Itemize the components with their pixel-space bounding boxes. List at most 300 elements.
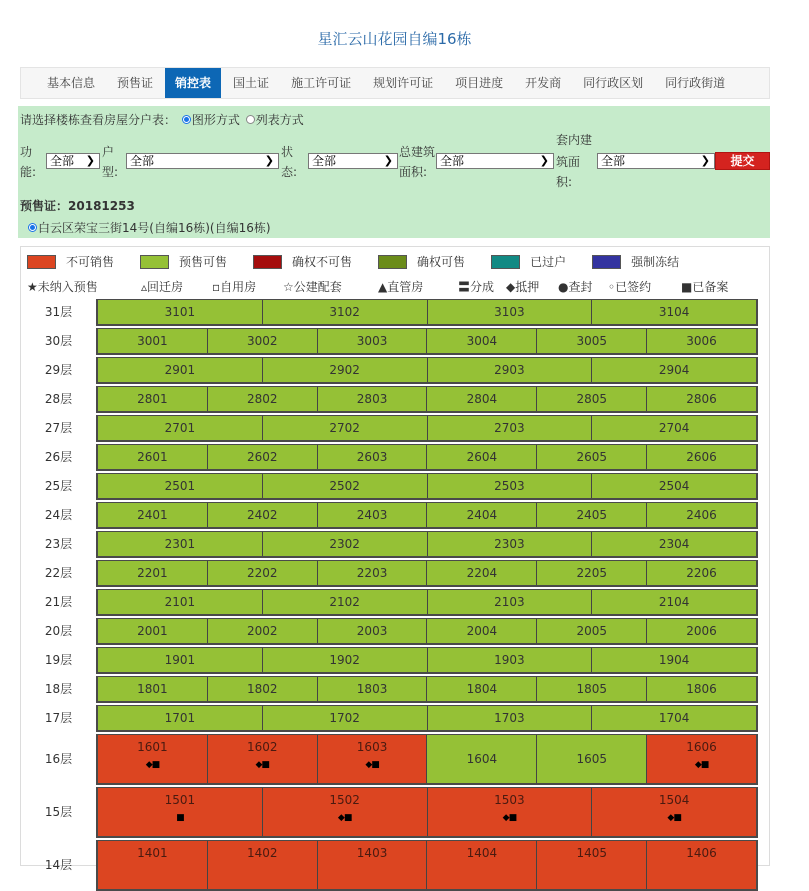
- floor-units: [96, 328, 758, 355]
- unit-number: 2502: [329, 479, 360, 493]
- unit-number: 2903: [494, 363, 525, 377]
- unit-number: 2401: [137, 508, 168, 522]
- unit-number: 1604: [466, 752, 498, 766]
- unit-number: 2805: [576, 392, 607, 406]
- unit-cell[interactable]: [428, 474, 593, 498]
- tab-planning-permit[interactable]: 规划许可证: [373, 76, 434, 90]
- tab-basic-info[interactable]: 基本信息: [47, 76, 96, 90]
- unit-number: 1601: [137, 740, 168, 754]
- unit-cell[interactable]: [537, 329, 647, 353]
- status-select[interactable]: [308, 153, 398, 169]
- unit-number: 1702: [329, 711, 360, 725]
- floor-label: 16层: [44, 752, 73, 766]
- unit-cell[interactable]: [537, 841, 647, 889]
- marks-legend: [27, 278, 728, 295]
- unit-cell[interactable]: [647, 677, 756, 701]
- unit-cell[interactable]: [318, 735, 428, 783]
- unit-cell[interactable]: [98, 677, 208, 701]
- legend-item: [27, 253, 140, 270]
- mark-self-use-house: ▫自用房: [212, 280, 257, 294]
- floor-label: 22层: [44, 566, 73, 580]
- unit-type-select[interactable]: [126, 153, 279, 169]
- nav-tabs: [20, 67, 770, 99]
- total-area-select-value: 全部: [440, 154, 465, 168]
- unit-cell[interactable]: [98, 648, 263, 672]
- building-option[interactable]: [26, 219, 271, 236]
- unit-number: 1802: [246, 682, 278, 696]
- presale-cert-label: 预售证：: [20, 199, 69, 213]
- legend-label: 预售可售: [179, 255, 228, 269]
- unit-cell[interactable]: [98, 561, 208, 585]
- unit-cell[interactable]: [592, 358, 756, 382]
- mark-direct-managed: ▲直管房: [378, 280, 424, 294]
- floor-units: [96, 618, 758, 645]
- unit-number: 2204: [466, 566, 498, 580]
- swatch-not-for-sale: [27, 255, 56, 269]
- unit-cell[interactable]: [537, 561, 647, 585]
- floor-label: 17层: [44, 711, 73, 725]
- unit-cell[interactable]: [537, 445, 647, 469]
- unit-marks: ◆■: [337, 813, 352, 823]
- unit-number: 3006: [686, 334, 717, 348]
- unit-cell[interactable]: [208, 841, 318, 889]
- unit-marks: ■: [176, 813, 184, 823]
- unit-cell[interactable]: [208, 677, 318, 701]
- unit-cell[interactable]: [263, 474, 428, 498]
- unit-number: 1404: [466, 846, 498, 860]
- unit-number: 1606: [686, 740, 717, 754]
- unit-cell[interactable]: [592, 590, 756, 614]
- floor-label: 15层: [44, 805, 73, 819]
- unit-cell[interactable]: [98, 735, 208, 783]
- unit-cell[interactable]: [208, 561, 318, 585]
- unit-cell[interactable]: [318, 561, 428, 585]
- chevron-down-icon: ❯: [383, 154, 393, 167]
- unit-cell[interactable]: [263, 590, 428, 614]
- unit-number: 2005: [576, 624, 607, 638]
- unit-number: 2601: [137, 450, 168, 464]
- unit-cell[interactable]: [98, 300, 263, 324]
- unit-cell[interactable]: [98, 841, 208, 889]
- building-option-label[interactable]: 白云区荣宝三街14号(自编16栋)(自编16栋): [38, 221, 271, 235]
- unit-number: 1504: [658, 793, 690, 807]
- total-area-label-top: 总建筑: [399, 145, 436, 159]
- unit-number: 1603: [356, 740, 388, 754]
- floor-row: [21, 384, 761, 413]
- legend-label: 确权可售: [417, 255, 466, 269]
- unit-cell[interactable]: [427, 445, 537, 469]
- floor-units: [96, 444, 758, 471]
- floor-label: 18层: [44, 682, 73, 696]
- unit-cell[interactable]: [98, 329, 208, 353]
- unit-cell[interactable]: [263, 788, 428, 836]
- unit-cell[interactable]: [427, 329, 537, 353]
- unit-number: 1405: [576, 846, 607, 860]
- unit-grid: [21, 297, 761, 891]
- floor-row: [21, 645, 761, 674]
- unit-number: 2606: [686, 450, 717, 464]
- unit-cell[interactable]: [428, 358, 593, 382]
- unit-cell[interactable]: [592, 300, 756, 324]
- unit-cell[interactable]: [98, 416, 263, 440]
- unit-number: 2201: [137, 566, 168, 580]
- unit-number: 1903: [494, 653, 525, 667]
- unit-number: 2001: [137, 624, 168, 638]
- unit-marks: ◆■: [255, 760, 269, 770]
- floor-units: [96, 502, 758, 529]
- floor-row: [21, 500, 761, 529]
- unit-cell[interactable]: [428, 590, 593, 614]
- unit-cell[interactable]: [537, 735, 647, 783]
- floor-row: [21, 558, 761, 587]
- unit-number: 2503: [494, 479, 525, 493]
- view-mode-row: [20, 111, 304, 128]
- floor-units: [96, 299, 758, 326]
- unit-number: 2104: [658, 595, 690, 609]
- radio-list-mode[interactable]: [246, 115, 255, 124]
- mark-public-facility: ☆公建配套: [283, 280, 342, 294]
- floor-label: 27层: [44, 421, 73, 435]
- unit-cell[interactable]: [98, 619, 208, 643]
- unit-number: 1801: [137, 682, 168, 696]
- sales-control-panel: [20, 246, 770, 872]
- unit-cell[interactable]: [208, 445, 318, 469]
- unit-cell[interactable]: [427, 735, 537, 783]
- unit-number: 1501: [164, 793, 196, 807]
- unit-number: 1503: [494, 793, 525, 807]
- unit-cell[interactable]: [592, 532, 756, 556]
- tab-presale-cert[interactable]: 预售证: [117, 76, 154, 90]
- unit-cell[interactable]: [318, 619, 428, 643]
- unit-cell[interactable]: [208, 735, 318, 783]
- floor-row: [21, 703, 761, 732]
- floor-units: [96, 473, 758, 500]
- floor-row: [21, 616, 761, 645]
- unit-cell[interactable]: [318, 841, 428, 889]
- filter-panel: [18, 106, 770, 238]
- unit-cell[interactable]: [263, 706, 428, 730]
- unit-number: 1406: [686, 846, 717, 860]
- unit-number: 3104: [658, 305, 690, 319]
- legend-item: [253, 253, 378, 270]
- inner-area-select-value: 全部: [601, 154, 626, 168]
- legend-label: 确权不可售: [292, 255, 353, 269]
- unit-cell[interactable]: [428, 648, 593, 672]
- submit-button[interactable]: 提交: [715, 152, 770, 170]
- unit-number: 2303: [494, 537, 525, 551]
- unit-number: 2701: [164, 421, 196, 435]
- unit-number: 2702: [329, 421, 360, 435]
- unit-number: 2205: [576, 566, 607, 580]
- chevron-down-icon: ❯: [700, 154, 710, 167]
- floor-label: 19层: [44, 653, 73, 667]
- unit-number: 1904: [658, 653, 690, 667]
- unit-type-label-top: 户: [102, 145, 115, 159]
- unit-cell[interactable]: [427, 841, 537, 889]
- unit-number: 2902: [329, 363, 360, 377]
- unit-cell[interactable]: [428, 788, 593, 836]
- legend-item: [491, 253, 592, 270]
- swatch-confirmed-not-for-sale: [253, 255, 282, 269]
- floor-units: [96, 840, 758, 891]
- unit-number: 1804: [466, 682, 498, 696]
- unit-number: 2901: [164, 363, 196, 377]
- unit-number: 2704: [658, 421, 690, 435]
- unit-number: 3001: [137, 334, 168, 348]
- inner-area-label-top: 套内建: [556, 133, 593, 147]
- unit-number: 2802: [246, 392, 278, 406]
- tab-project-progress[interactable]: 项目进度: [455, 76, 504, 90]
- status-label-bottom: 态:: [281, 165, 298, 179]
- unit-cell[interactable]: [98, 358, 263, 382]
- unit-number: 2003: [356, 624, 388, 638]
- unit-cell[interactable]: [98, 503, 208, 527]
- unit-cell[interactable]: [592, 788, 756, 836]
- unit-number: 1703: [494, 711, 525, 725]
- unit-number: 3004: [466, 334, 498, 348]
- unit-number: 2402: [246, 508, 278, 522]
- tab-sales-control[interactable]: 销控表: [165, 68, 221, 98]
- function-label-top: 功: [20, 145, 33, 159]
- unit-cell[interactable]: [318, 445, 428, 469]
- floor-label: 29层: [44, 363, 73, 377]
- total-area-label-bottom: 面积:: [399, 165, 428, 179]
- unit-cell[interactable]: [647, 735, 756, 783]
- unit-cell[interactable]: [537, 503, 647, 527]
- unit-cell[interactable]: [263, 532, 428, 556]
- inner-area-select[interactable]: [597, 153, 715, 169]
- floor-label: 21层: [44, 595, 73, 609]
- unit-cell[interactable]: [428, 532, 593, 556]
- unit-number: 3102: [329, 305, 360, 319]
- unit-number: 2804: [466, 392, 498, 406]
- unit-number: 3003: [356, 334, 388, 348]
- unit-cell[interactable]: [263, 300, 428, 324]
- tab-same-street[interactable]: 同行政街道: [665, 76, 726, 90]
- unit-cell[interactable]: [98, 387, 208, 411]
- floor-units: [96, 705, 758, 732]
- radio-building[interactable]: [28, 223, 37, 232]
- unit-number: 1401: [137, 846, 168, 860]
- unit-cell[interactable]: [537, 619, 647, 643]
- mark-sealed: ●查封: [558, 280, 593, 294]
- swatch-frozen: [592, 255, 621, 269]
- unit-cell[interactable]: [647, 503, 756, 527]
- unit-cell[interactable]: [263, 358, 428, 382]
- function-select-value: 全部: [50, 154, 75, 168]
- floor-label: 28层: [44, 392, 73, 406]
- floor-row: [21, 674, 761, 703]
- floor-units: [96, 647, 758, 674]
- floor-units: [96, 357, 758, 384]
- legend-item: [140, 253, 253, 270]
- unit-number: 2203: [356, 566, 388, 580]
- unit-cell[interactable]: [318, 387, 428, 411]
- unit-cell[interactable]: [98, 532, 263, 556]
- unit-cell[interactable]: [537, 387, 647, 411]
- unit-marks: ◆■: [145, 760, 160, 770]
- inner-area-label-mid: 筑面: [556, 155, 581, 169]
- unit-number: 2605: [576, 450, 607, 464]
- floor-row: [21, 732, 761, 785]
- unit-cell[interactable]: [592, 416, 756, 440]
- mark-signed: ◦已签约: [608, 280, 652, 294]
- tab-developer[interactable]: 开发商: [525, 76, 562, 90]
- unit-number: 1605: [576, 752, 607, 766]
- unit-number: 1803: [356, 682, 388, 696]
- unit-cell[interactable]: [98, 706, 263, 730]
- tab-construction-permit[interactable]: 施工许可证: [291, 76, 352, 90]
- unit-cell[interactable]: [318, 677, 428, 701]
- unit-cell[interactable]: [208, 387, 318, 411]
- floor-units: [96, 734, 758, 785]
- unit-number: 2101: [164, 595, 196, 609]
- unit-number: 2004: [466, 624, 498, 638]
- mark-filed: ■已备案: [681, 280, 729, 294]
- unit-number: 1704: [658, 711, 690, 725]
- function-select[interactable]: [46, 153, 100, 169]
- unit-number: 2904: [658, 363, 690, 377]
- unit-cell[interactable]: [428, 706, 593, 730]
- unit-cell[interactable]: [592, 648, 756, 672]
- floor-units: [96, 386, 758, 413]
- chevron-down-icon: ❯: [85, 154, 95, 167]
- floor-row: [21, 838, 761, 891]
- mark-not-in-presale: ★未纳入预售: [27, 280, 98, 294]
- unit-number: 2103: [494, 595, 525, 609]
- floor-label: 30层: [44, 334, 73, 348]
- unit-number: 2202: [246, 566, 278, 580]
- graphic-mode-label[interactable]: 图形方式: [191, 113, 240, 127]
- unit-number: 2602: [246, 450, 278, 464]
- unit-cell[interactable]: [208, 329, 318, 353]
- floor-row: [21, 587, 761, 616]
- floor-units: [96, 787, 758, 838]
- legend-label: 强制冻结: [631, 255, 680, 269]
- unit-number: 1502: [329, 793, 360, 807]
- unit-cell[interactable]: [647, 445, 756, 469]
- unit-number: 1901: [164, 653, 196, 667]
- unit-cell[interactable]: [427, 561, 537, 585]
- floor-label: 23层: [44, 537, 73, 551]
- floor-row: [21, 413, 761, 442]
- unit-cell[interactable]: [98, 474, 263, 498]
- swatch-confirmed-available: [378, 255, 407, 269]
- mark-share: 〓分成: [458, 280, 495, 294]
- tab-land-cert[interactable]: 国土证: [233, 76, 270, 90]
- unit-number: 2102: [329, 595, 360, 609]
- floor-row: [21, 355, 761, 384]
- unit-number: 1403: [356, 846, 388, 860]
- unit-number: 2006: [686, 624, 717, 638]
- mark-relocation-house: ▵回迁房: [141, 280, 184, 294]
- radio-graphic-mode[interactable]: [182, 115, 191, 124]
- unit-number: 2304: [658, 537, 690, 551]
- presale-cert-number: 20181253: [68, 199, 135, 213]
- status-select-value: 全部: [312, 154, 337, 168]
- unit-cell[interactable]: [428, 416, 593, 440]
- floor-units: [96, 676, 758, 703]
- floor-units: [96, 589, 758, 616]
- unit-number: 2403: [356, 508, 388, 522]
- unit-number: 1806: [686, 682, 717, 696]
- floor-units: [96, 415, 758, 442]
- legend-item: [592, 253, 705, 270]
- unit-cell[interactable]: [318, 329, 428, 353]
- unit-cell[interactable]: [427, 503, 537, 527]
- unit-cell[interactable]: [647, 329, 756, 353]
- unit-cell[interactable]: [427, 619, 537, 643]
- unit-number: 3005: [576, 334, 607, 348]
- unit-number: 2504: [658, 479, 690, 493]
- unit-number: 3103: [494, 305, 525, 319]
- unit-cell[interactable]: [647, 841, 756, 889]
- floor-row: [21, 297, 761, 326]
- unit-cell[interactable]: [537, 677, 647, 701]
- unit-type-select-value: 全部: [130, 154, 155, 168]
- unit-cell[interactable]: [647, 619, 756, 643]
- unit-cell[interactable]: [647, 561, 756, 585]
- floor-label: 14层: [44, 858, 73, 872]
- unit-cell[interactable]: [428, 300, 593, 324]
- unit-number: 2806: [686, 392, 717, 406]
- unit-cell[interactable]: [427, 387, 537, 411]
- list-mode-label[interactable]: 列表方式: [255, 113, 304, 127]
- unit-marks: ◆■: [694, 760, 709, 770]
- unit-number: 2002: [246, 624, 278, 638]
- unit-marks: ◆■: [365, 760, 379, 770]
- unit-cell[interactable]: [263, 648, 428, 672]
- unit-cell[interactable]: [592, 706, 756, 730]
- unit-cell[interactable]: [98, 590, 263, 614]
- unit-cell[interactable]: [318, 503, 428, 527]
- total-area-select[interactable]: [436, 153, 554, 169]
- unit-cell[interactable]: [263, 416, 428, 440]
- unit-number: 2703: [494, 421, 525, 435]
- unit-number: 2604: [466, 450, 498, 464]
- unit-number: 3101: [164, 305, 196, 319]
- legend-item: [378, 253, 491, 270]
- unit-cell[interactable]: [647, 387, 756, 411]
- unit-number: 2801: [137, 392, 168, 406]
- floor-label: 26层: [44, 450, 73, 464]
- unit-number: 3002: [246, 334, 278, 348]
- chevron-down-icon: ❯: [539, 154, 549, 167]
- unit-cell[interactable]: [208, 503, 318, 527]
- unit-number: 1805: [576, 682, 607, 696]
- chevron-down-icon: ❯: [264, 154, 274, 167]
- legend-label: 不可销售: [66, 255, 115, 269]
- unit-cell[interactable]: [98, 788, 263, 836]
- tab-same-district[interactable]: 同行政区划: [583, 76, 644, 90]
- unit-number: 2501: [164, 479, 196, 493]
- function-label-bottom: 能:: [20, 165, 37, 179]
- presale-cert-line: [20, 197, 135, 214]
- unit-number: 2404: [466, 508, 498, 522]
- floor-label: 25层: [44, 479, 73, 493]
- unit-cell[interactable]: [98, 445, 208, 469]
- status-label-top: 状: [281, 145, 294, 159]
- unit-cell[interactable]: [208, 619, 318, 643]
- unit-number: 1701: [164, 711, 196, 725]
- unit-cell[interactable]: [427, 677, 537, 701]
- inner-area-label-bottom: 积:: [556, 175, 573, 189]
- floor-units: [96, 560, 758, 587]
- unit-cell[interactable]: [592, 474, 756, 498]
- mark-mortgage: ◆抵押: [506, 280, 540, 294]
- unit-type-label-bottom: 型:: [102, 165, 119, 179]
- unit-number: 2406: [686, 508, 717, 522]
